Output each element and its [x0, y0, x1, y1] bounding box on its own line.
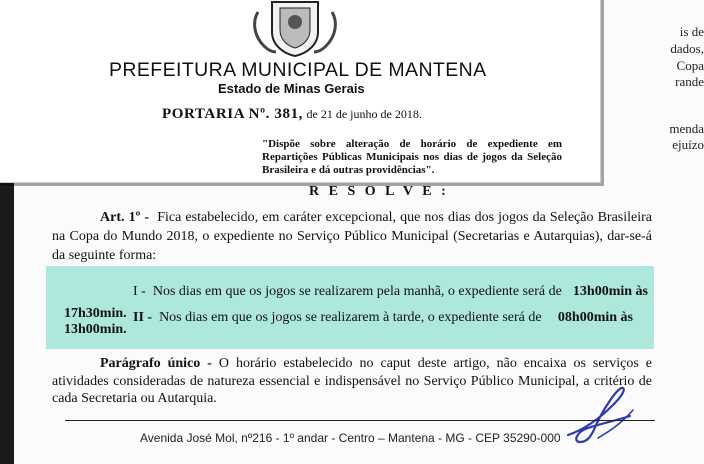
fragment-line: rande — [675, 74, 704, 90]
item-1-text: Nos dias em que os jogos se realizarem pela manhã, o expediente será de — [152, 284, 562, 299]
item-2-end-line — [64, 322, 127, 338]
fragment-line: ejuízo — [672, 137, 704, 152]
article-1 — [52, 208, 652, 265]
fragment-line: is de — [679, 24, 704, 39]
item-1-label: I - — [133, 284, 146, 299]
article-1-text: Fica estabelecido, em caráter excepcional, que nos dias dos jogos da Seleção Brasileira na Copa do Mundo 2018, o expediente no Serviço Público Municipal (Secretarias e Autarquias), dar-se-á da seguinte forma: — [52, 210, 652, 263]
highlighted-schedule-block — [46, 266, 654, 349]
footer-address: Avenida José Mol, nº216 - 1º andar - Centro – Mantena - MG - CEP 35290-000 — [140, 431, 561, 445]
item-2-line-text — [133, 310, 633, 326]
fragment-line: dados, — [670, 40, 704, 56]
item-1-end-line — [64, 306, 127, 322]
portaria-heading — [162, 106, 422, 123]
fragment-line: menda — [669, 121, 704, 136]
paragrafo-label: Parágrafo único - — [100, 356, 212, 371]
signature-mark — [558, 380, 638, 450]
item-1-time-start: 13h00min às — [572, 284, 648, 299]
portaria-summary: "Dispõe sobre alteração de horário de expediente em Repartições Públicas Municipais nos dias de jogos da Seleção Brasileira e dá outras providências". — [262, 138, 562, 176]
paragrafo-text: O horário estabelecido no caput deste artigo, não encaixa os serviços e atividades consideradas de natureza essencial e indispensável no Serviço Público Municipal, a critério de cada Secretaria ou Autarquia. — [52, 356, 652, 406]
back-page-right-fragments-lower — [594, 121, 704, 153]
portaria-number: PORTARIA Nº. 381, — [162, 106, 304, 122]
portaria-date: de 21 de junho de 2018. — [306, 107, 422, 121]
item-2-time-end: 13h00min. — [64, 322, 127, 337]
fragment-line: Copa — [676, 57, 704, 73]
front-document-page — [0, 0, 601, 183]
article-1-label: Art. 1º - — [100, 210, 149, 225]
estado-subtitle: Estado de Minas Gerais — [218, 81, 365, 96]
back-page-right-fragments — [594, 24, 704, 91]
footer-rule — [65, 420, 655, 421]
item-2-label: II - — [133, 310, 153, 325]
item-1-time-end: 17h30min. — [64, 306, 127, 321]
resolve-heading: R E S O L V E : — [309, 184, 449, 199]
item-2-text: Nos dias em que os jogos se realizarem à tarde, o expediente será de — [159, 310, 542, 325]
item-1-line — [133, 284, 648, 300]
prefeitura-title: PREFEITURA MUNICIPAL DE MANTENA — [109, 59, 487, 81]
municipal-coat-of-arms-icon — [250, 0, 340, 58]
item-2-time-start: 08h00min às — [557, 310, 633, 325]
